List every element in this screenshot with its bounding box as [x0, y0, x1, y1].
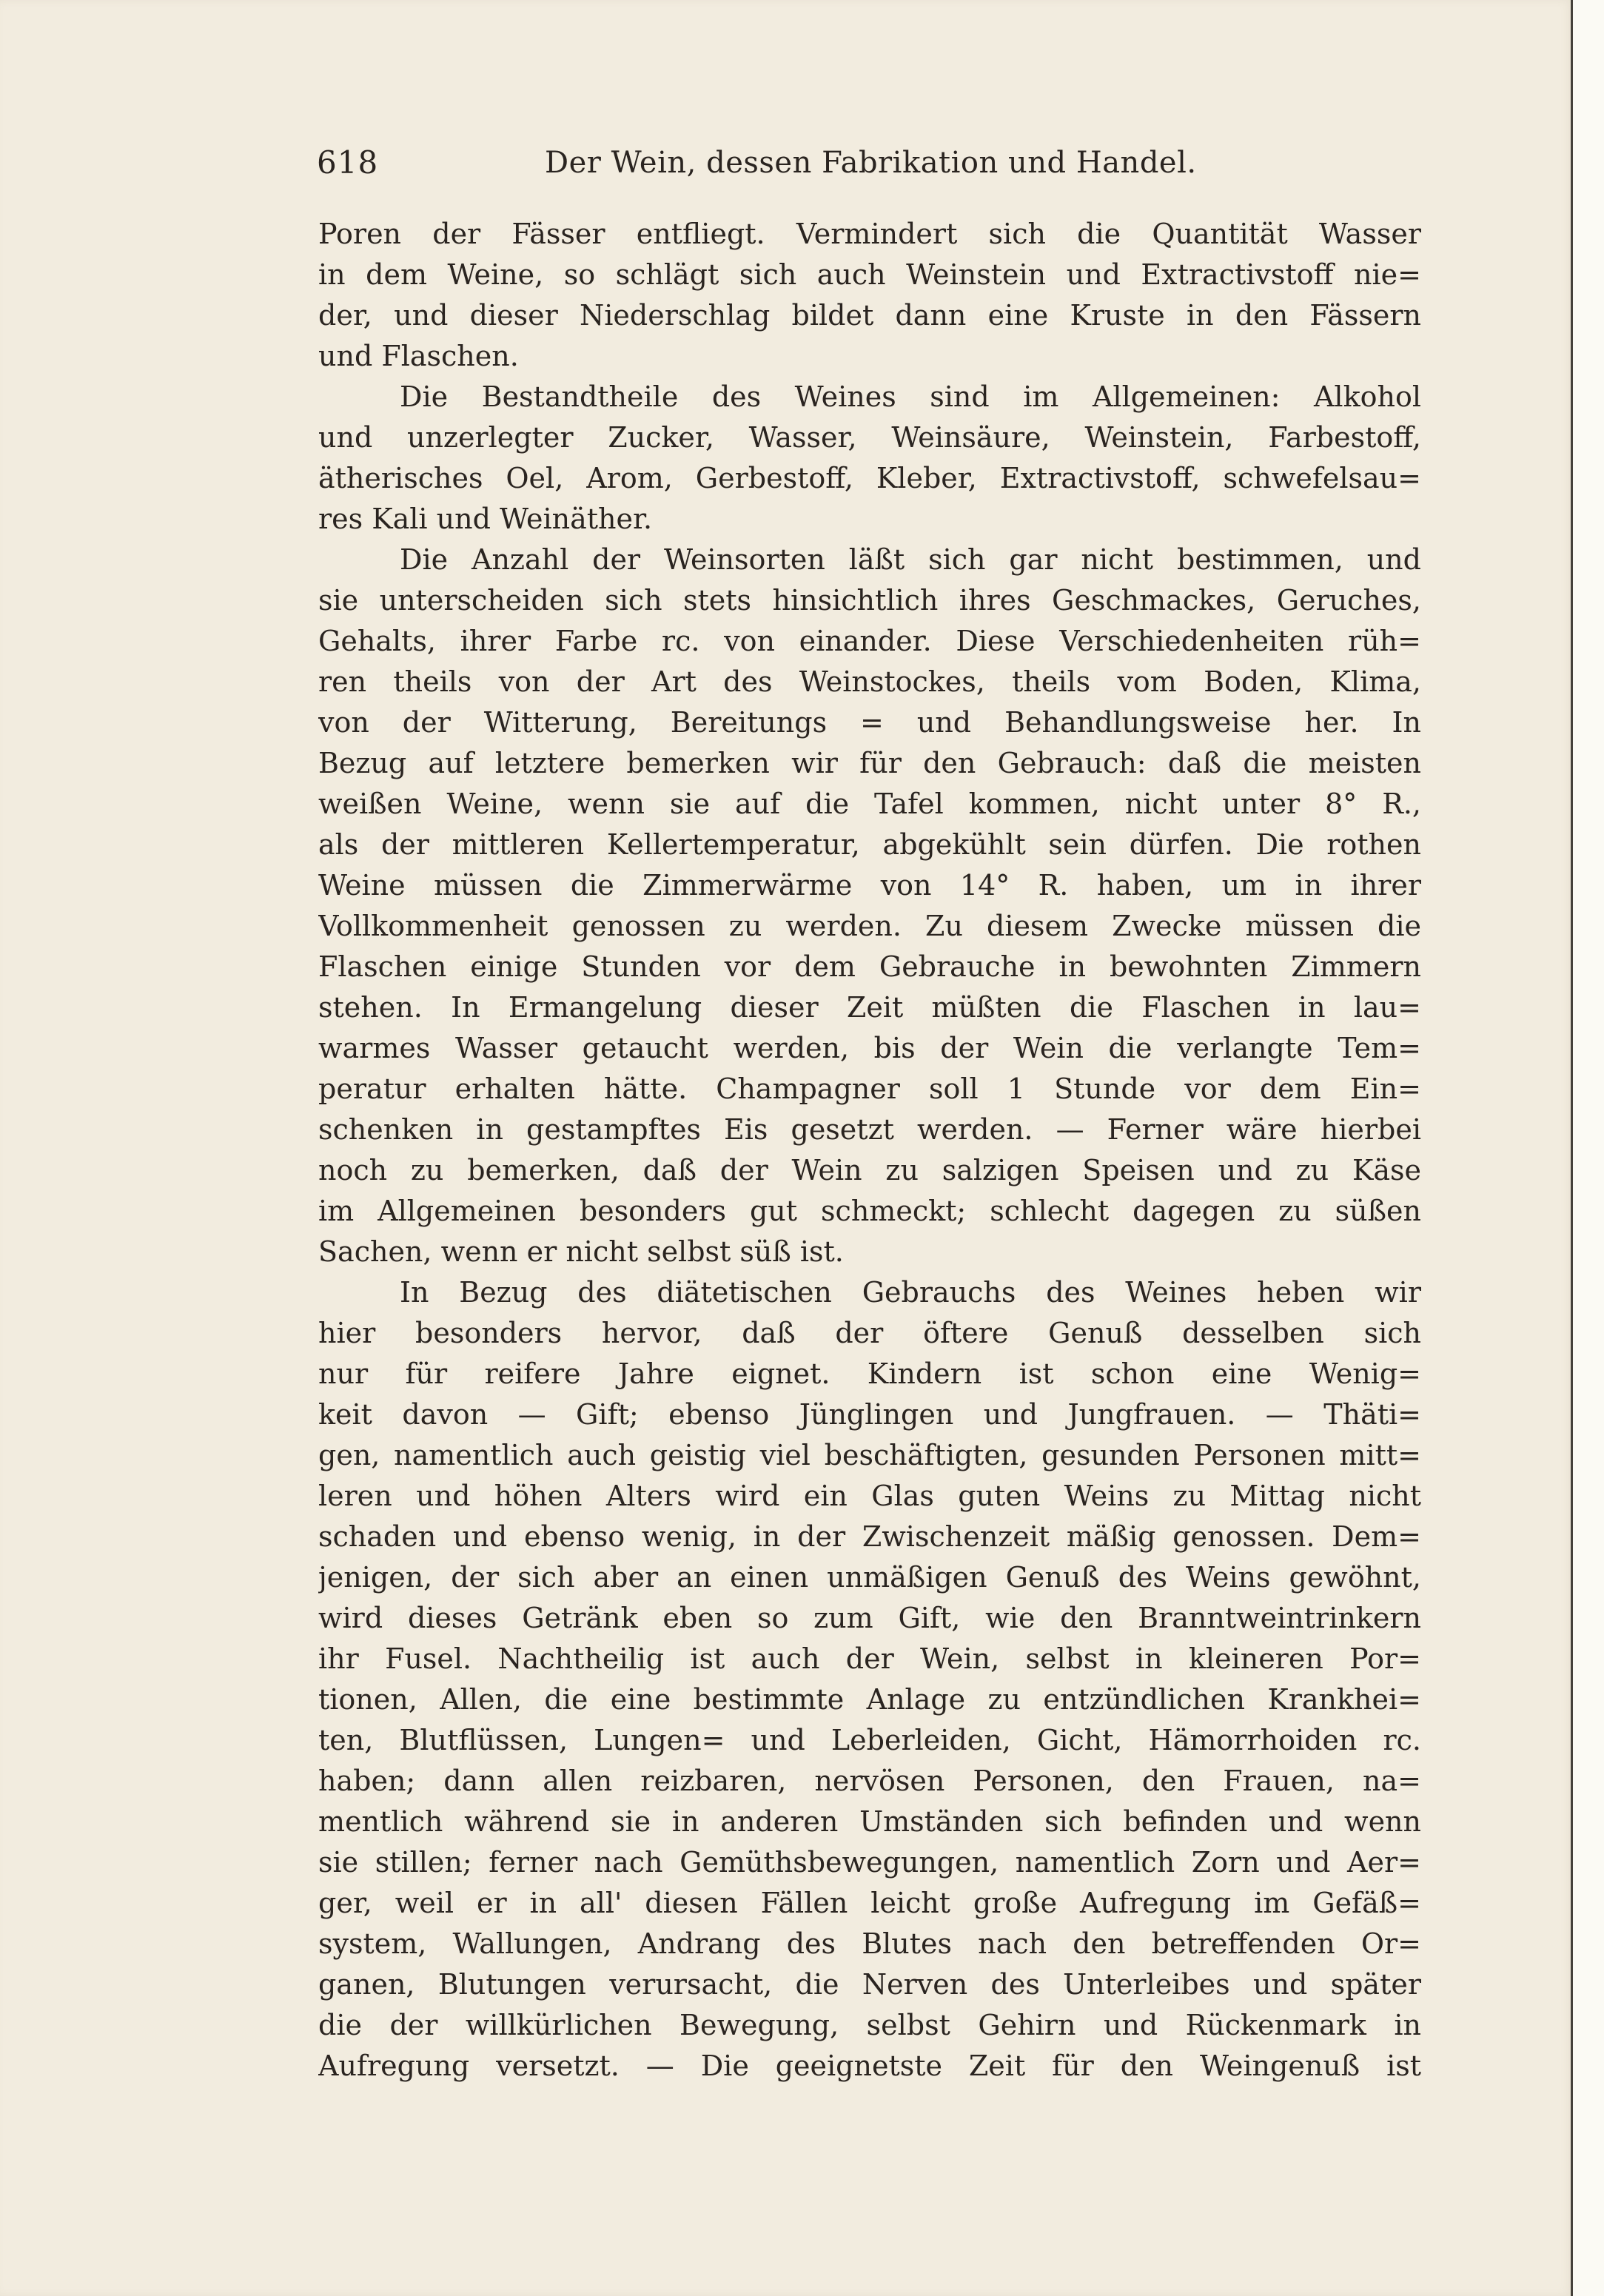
page-header	[317, 141, 1427, 192]
text-line: als der mittleren Kellertemperatur, abgekühlt sein dürfen. Die rothen	[318, 828, 1421, 861]
text-line: In Bezug des diätetischen Gebrauchs des Weines heben wir	[400, 1276, 1421, 1309]
text-line: ätherisches Oel, Arom, Gerbestoff, Kleber, Extractivstoff, schwefelsau=	[318, 462, 1421, 494]
right-margin	[1573, 0, 1604, 2296]
text-line: Gehalts, ihrer Farbe rc. von einander. Diese Verschiedenheiten rüh=	[318, 625, 1421, 657]
text-line: peratur erhalten hätte. Champagner soll 1 Stunde vor dem Ein=	[318, 1073, 1421, 1105]
text-line: Sachen, wenn er nicht selbst süß ist.	[318, 1235, 844, 1268]
text-line: stehen. In Ermangelung dieser Zeit müßten die Flaschen in lau=	[318, 991, 1421, 1024]
text-line: jenigen, der sich aber an einen unmäßigen Genuß des Weins gewöhnt,	[318, 1561, 1421, 1594]
text-line: keit davon — Gift; ebenso Jünglingen und Jungfrauen. — Thäti=	[318, 1398, 1421, 1431]
text-line: und Flaschen.	[318, 340, 519, 372]
text-line: ren theils von der Art des Weinstockes, theils vom Boden, Klima,	[318, 665, 1421, 698]
text-line: Die Anzahl der Weinsorten läßt sich gar nicht bestimmen, und	[400, 543, 1421, 576]
text-line: ger, weil er in all' diesen Fällen leicht große Aufregung im Gefäß=	[318, 1887, 1421, 1919]
text-line: res Kali und Weinäther.	[318, 503, 653, 535]
text-line: Aufregung versetzt. — Die geeignetste Zeit für den Weingenuß ist	[318, 2050, 1421, 2082]
text-line: haben; dann allen reizbaren, nervösen Personen, den Frauen, na=	[318, 1765, 1421, 1797]
running-title: Der Wein, dessen Fabrikation und Handel.	[545, 146, 1197, 180]
body-text	[318, 215, 1421, 2139]
text-line: die der willkürlichen Bewegung, selbst Gehirn und Rückenmark in	[318, 2009, 1421, 2041]
text-line: nur für reifere Jahre eignet. Kindern ist schon eine Wenig=	[318, 1357, 1421, 1390]
text-line: Bezug auf letztere bemerken wir für den Gebrauch: daß die meisten	[318, 747, 1421, 779]
text-line: hier besonders hervor, daß der öftere Genuß desselben sich	[318, 1317, 1421, 1349]
text-line: Weine müssen die Zimmerwärme von 14° R. haben, um in ihrer	[318, 869, 1421, 902]
text-line: sie stillen; ferner nach Gemüthsbewegungen, namentlich Zorn und Aer=	[318, 1846, 1421, 1879]
text-line: ten, Blutflüssen, Lungen= und Leberleiden, Gicht, Hämorrhoiden rc.	[318, 1724, 1421, 1756]
text-line: warmes Wasser getaucht werden, bis der Wein die verlangte Tem=	[318, 1032, 1421, 1064]
text-line: sie unterscheiden sich stets hinsichtlich ihres Geschmackes, Geruches,	[318, 584, 1421, 617]
text-line: ganen, Blutungen verursacht, die Nerven des Unterleibes und später	[318, 1968, 1421, 2001]
text-line: tionen, Allen, die eine bestimmte Anlage zu entzündlichen Krankhei=	[318, 1683, 1421, 1716]
text-line: Flaschen einige Stunden vor dem Gebrauche in bewohnten Zimmern	[318, 950, 1421, 983]
text-line: leren und höhen Alters wird ein Glas guten Weins zu Mittag nicht	[318, 1480, 1421, 1512]
text-line: gen, namentlich auch geistig viel beschäftigten, gesunden Personen mitt=	[318, 1439, 1421, 1471]
text-line: schaden und ebenso wenig, in der Zwischenzeit mäßig genossen. Dem=	[318, 1520, 1421, 1553]
text-line: wird dieses Getränk eben so zum Gift, wie den Branntweintrinkern	[318, 1602, 1421, 1634]
text-line: weißen Weine, wenn sie auf die Tafel kommen, nicht unter 8° R.,	[318, 788, 1421, 820]
text-line: Die Bestandtheile des Weines sind im Allgemeinen: Alkohol	[400, 380, 1421, 413]
text-line: im Allgemeinen besonders gut schmeckt; schlecht dagegen zu süßen	[318, 1195, 1421, 1227]
text-line: der, und dieser Niederschlag bildet dann eine Kruste in den Fässern	[318, 299, 1421, 332]
text-line: system, Wallungen, Andrang des Blutes nach den betreffenden Or=	[318, 1927, 1421, 1960]
page-number: 618	[317, 144, 379, 181]
text-line: mentlich während sie in anderen Umständen sich befinden und wenn	[318, 1805, 1421, 1838]
text-line: noch zu bemerken, daß der Wein zu salzigen Speisen und zu Käse	[318, 1154, 1421, 1186]
text-line: und unzerlegter Zucker, Wasser, Weinsäure, Weinstein, Farbestoff,	[318, 421, 1421, 454]
text-line: schenken in gestampftes Eis gesetzt werden. — Ferner wäre hierbei	[318, 1113, 1421, 1146]
text-line: in dem Weine, so schlägt sich auch Weinstein und Extractivstoff nie=	[318, 258, 1421, 291]
text-line: Vollkommenheit genossen zu werden. Zu diesem Zwecke müssen die	[318, 910, 1421, 942]
text-line: von der Witterung, Bereitungs = und Behandlungsweise her. In	[318, 706, 1421, 739]
text-line: ihr Fusel. Nachtheilig ist auch der Wein, selbst in kleineren Por=	[318, 1642, 1421, 1675]
text-line: Poren der Fässer entfliegt. Vermindert sich die Quantität Wasser	[318, 218, 1421, 250]
